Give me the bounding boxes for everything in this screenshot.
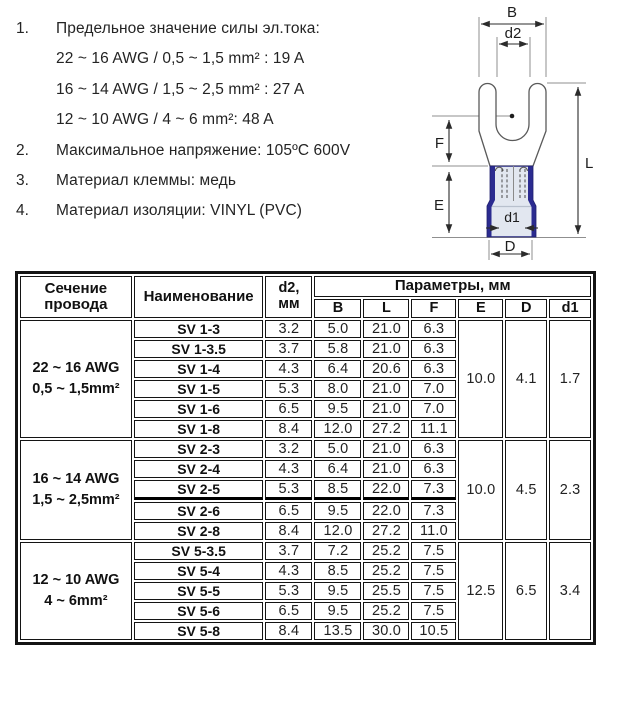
f-value-cell: 6.3 [411, 360, 456, 378]
header-col-d1: d1 [549, 299, 591, 319]
b-value-cell: 9.5 [314, 502, 361, 520]
b-value-cell: 8.5 [314, 480, 361, 500]
header-name: Наименование [134, 276, 264, 318]
spec-item-number: 1. [16, 20, 29, 37]
f-value-cell: 11.0 [411, 522, 456, 540]
f-value-cell: 6.3 [411, 340, 456, 358]
f-value-cell: 7.0 [411, 380, 456, 398]
spec-list [16, 14, 426, 227]
b-value-cell: 6.4 [314, 460, 361, 478]
wire-section-group-cell [20, 542, 132, 640]
spec-item-text: Материал изоляции: VINYL (PVC) [56, 202, 302, 220]
d1-value-cell: 1.7 [549, 320, 591, 438]
d2-value-cell: 3.2 [265, 320, 312, 338]
b-value-cell: 5.0 [314, 440, 361, 458]
f-value-cell: 6.3 [411, 320, 456, 338]
d2-value-cell: 4.3 [265, 460, 312, 478]
f-value-cell: 7.5 [411, 542, 456, 560]
b-value-cell: 5.0 [314, 320, 361, 338]
b-value-cell: 12.0 [314, 420, 361, 438]
terminal-name-cell: SV 5-8 [134, 622, 264, 640]
dim-label-f: F [434, 135, 444, 152]
header-col-d: D [505, 299, 547, 319]
l-value-cell: 21.0 [363, 460, 409, 478]
spec-item-number [16, 105, 56, 135]
terminal-name-cell: SV 2-3 [134, 440, 264, 458]
f-value-cell: 7.5 [411, 602, 456, 620]
terminal-name-cell: SV 2-8 [134, 522, 264, 540]
f-value-cell: 7.5 [411, 582, 456, 600]
terminal-name-cell: SV 5-3.5 [134, 542, 264, 560]
dim-label-l: L [585, 155, 594, 172]
spec-item-number [16, 75, 56, 105]
b-value-cell: 6.4 [314, 360, 361, 378]
d2-value-cell: 5.3 [265, 480, 312, 500]
l-value-cell: 25.5 [363, 582, 409, 600]
f-value-cell: 7.5 [411, 562, 456, 580]
header-col-f: F [411, 299, 456, 319]
d2-value-cell: 8.4 [265, 622, 312, 640]
b-value-cell: 12.0 [314, 522, 361, 540]
spec-item-text: Предельное значение силы эл.тока: [56, 20, 320, 37]
b-value-cell: 13.5 [314, 622, 361, 640]
b-value-cell: 7.2 [314, 542, 361, 560]
group-awg: 16 ~ 14 AWG [32, 471, 120, 488]
group-mm2: 0,5 ~ 1,5mm² [32, 381, 120, 398]
table-row [20, 320, 591, 338]
l-value-cell: 25.2 [363, 562, 409, 580]
spec-item-number: 4. [16, 202, 29, 220]
terminal-name-cell: SV 1-6 [134, 400, 264, 418]
d2-value-cell: 4.3 [265, 562, 312, 580]
b-value-cell: 9.5 [314, 400, 361, 418]
f-value-cell: 10.5 [411, 622, 456, 640]
group-mm2: 1,5 ~ 2,5mm² [32, 492, 120, 509]
dim-label-e: E [433, 197, 444, 214]
e-value-cell: 10.0 [458, 320, 503, 438]
l-value-cell: 25.2 [363, 602, 409, 620]
header-col-l: L [363, 299, 409, 319]
b-value-cell: 8.5 [314, 562, 361, 580]
wire-section-group-cell [20, 440, 132, 540]
l-value-cell: 21.0 [363, 440, 409, 458]
b-value-cell: 9.5 [314, 602, 361, 620]
group-mm2: 4 ~ 6mm² [44, 593, 108, 610]
header-col-e: E [458, 299, 503, 319]
d2-value-cell: 3.7 [265, 542, 312, 560]
terminal-technical-drawing [424, 0, 618, 264]
table-row [20, 440, 591, 458]
l-value-cell: 25.2 [363, 542, 409, 560]
dim-label-d1: d1 [504, 209, 520, 225]
spec-item [16, 105, 426, 135]
dim-label-d: D [504, 238, 516, 255]
header-wire-section: Сечение провода [20, 276, 132, 318]
spec-item-number: 3. [16, 172, 29, 190]
l-value-cell: 22.0 [363, 502, 409, 520]
l-value-cell: 21.0 [363, 340, 409, 358]
spec-item [16, 44, 426, 74]
insulation-inner [492, 167, 532, 236]
group-awg: 12 ~ 10 AWG [32, 572, 120, 589]
terminal-name-cell: SV 5-4 [134, 562, 264, 580]
l-value-cell: 21.0 [363, 320, 409, 338]
header-col-b: B [314, 299, 361, 319]
d2-value-cell: 5.3 [265, 582, 312, 600]
spec-item-text: 22 ~ 16 AWG / 0,5 ~ 1,5 mm² : 19 A [56, 50, 305, 68]
terminal-name-cell: SV 1-3 [134, 320, 264, 338]
center-point-dot [510, 114, 515, 119]
f-value-cell: 7.3 [411, 502, 456, 520]
spec-item [16, 166, 426, 196]
group-awg: 22 ~ 16 AWG [32, 360, 120, 377]
terminal-name-cell: SV 2-6 [134, 502, 264, 520]
l-value-cell: 22.0 [363, 480, 409, 500]
l-value-cell: 27.2 [363, 522, 409, 540]
b-value-cell: 8.0 [314, 380, 361, 398]
terminal-name-cell: SV 2-4 [134, 460, 264, 478]
spec-item-number [16, 44, 56, 74]
f-value-cell: 7.0 [411, 400, 456, 418]
terminal-name-cell: SV 1-5 [134, 380, 264, 398]
fork-terminal-outline [479, 84, 546, 167]
d2-value-cell: 6.5 [265, 400, 312, 418]
d2-value-cell: 3.7 [265, 340, 312, 358]
terminal-name-cell: SV 1-4 [134, 360, 264, 378]
d-value-cell: 4.1 [505, 320, 547, 438]
terminal-name-cell: SV 1-3.5 [134, 340, 264, 358]
spec-item [16, 14, 426, 44]
d2-value-cell: 4.3 [265, 360, 312, 378]
spec-item-text: 12 ~ 10 AWG / 4 ~ 6 mm²: 48 A [56, 111, 274, 129]
d1-value-cell: 3.4 [549, 542, 591, 640]
l-value-cell: 21.0 [363, 380, 409, 398]
dim-label-d2: d2 [504, 25, 522, 42]
wire-section-group-cell [20, 320, 132, 438]
b-value-cell: 5.8 [314, 340, 361, 358]
d2-value-cell: 3.2 [265, 440, 312, 458]
e-value-cell: 12.5 [458, 542, 503, 640]
table-header-row [20, 276, 591, 297]
l-value-cell: 20.6 [363, 360, 409, 378]
e-value-cell: 10.0 [458, 440, 503, 540]
header-d2: d2, мм [265, 276, 312, 318]
l-value-cell: 27.2 [363, 420, 409, 438]
parameters-table [15, 271, 596, 645]
d2-value-cell: 6.5 [265, 502, 312, 520]
f-value-cell: 6.3 [411, 460, 456, 478]
terminal-name-cell: SV 1-8 [134, 420, 264, 438]
table-row [20, 542, 591, 560]
f-value-cell: 11.1 [411, 420, 456, 438]
spec-item [16, 196, 426, 226]
f-value-cell: 7.3 [411, 480, 456, 500]
spec-item-number: 2. [16, 141, 29, 159]
d1-value-cell: 2.3 [549, 440, 591, 540]
d2-value-cell: 5.3 [265, 380, 312, 398]
terminal-name-cell: SV 5-5 [134, 582, 264, 600]
d2-value-cell: 8.4 [265, 420, 312, 438]
spec-item [16, 136, 426, 166]
dim-label-b: B [506, 4, 518, 21]
b-value-cell: 9.5 [314, 582, 361, 600]
spec-item-text: 16 ~ 14 AWG / 1,5 ~ 2,5 mm² : 27 A [56, 80, 305, 98]
spec-item-text: Материал клеммы: медь [56, 172, 237, 190]
d2-value-cell: 8.4 [265, 522, 312, 540]
d-value-cell: 6.5 [505, 542, 547, 640]
l-value-cell: 30.0 [363, 622, 409, 640]
header-params: Параметры, мм [314, 276, 591, 297]
f-value-cell: 6.3 [411, 440, 456, 458]
terminal-name-cell: SV 5-6 [134, 602, 264, 620]
spec-item-text: Максимальное напряжение: 105ºC 600V [56, 141, 351, 159]
d2-value-cell: 6.5 [265, 602, 312, 620]
terminal-name-cell: SV 2-5 [134, 480, 264, 500]
l-value-cell: 21.0 [363, 400, 409, 418]
d-value-cell: 4.5 [505, 440, 547, 540]
spec-item [16, 75, 426, 105]
